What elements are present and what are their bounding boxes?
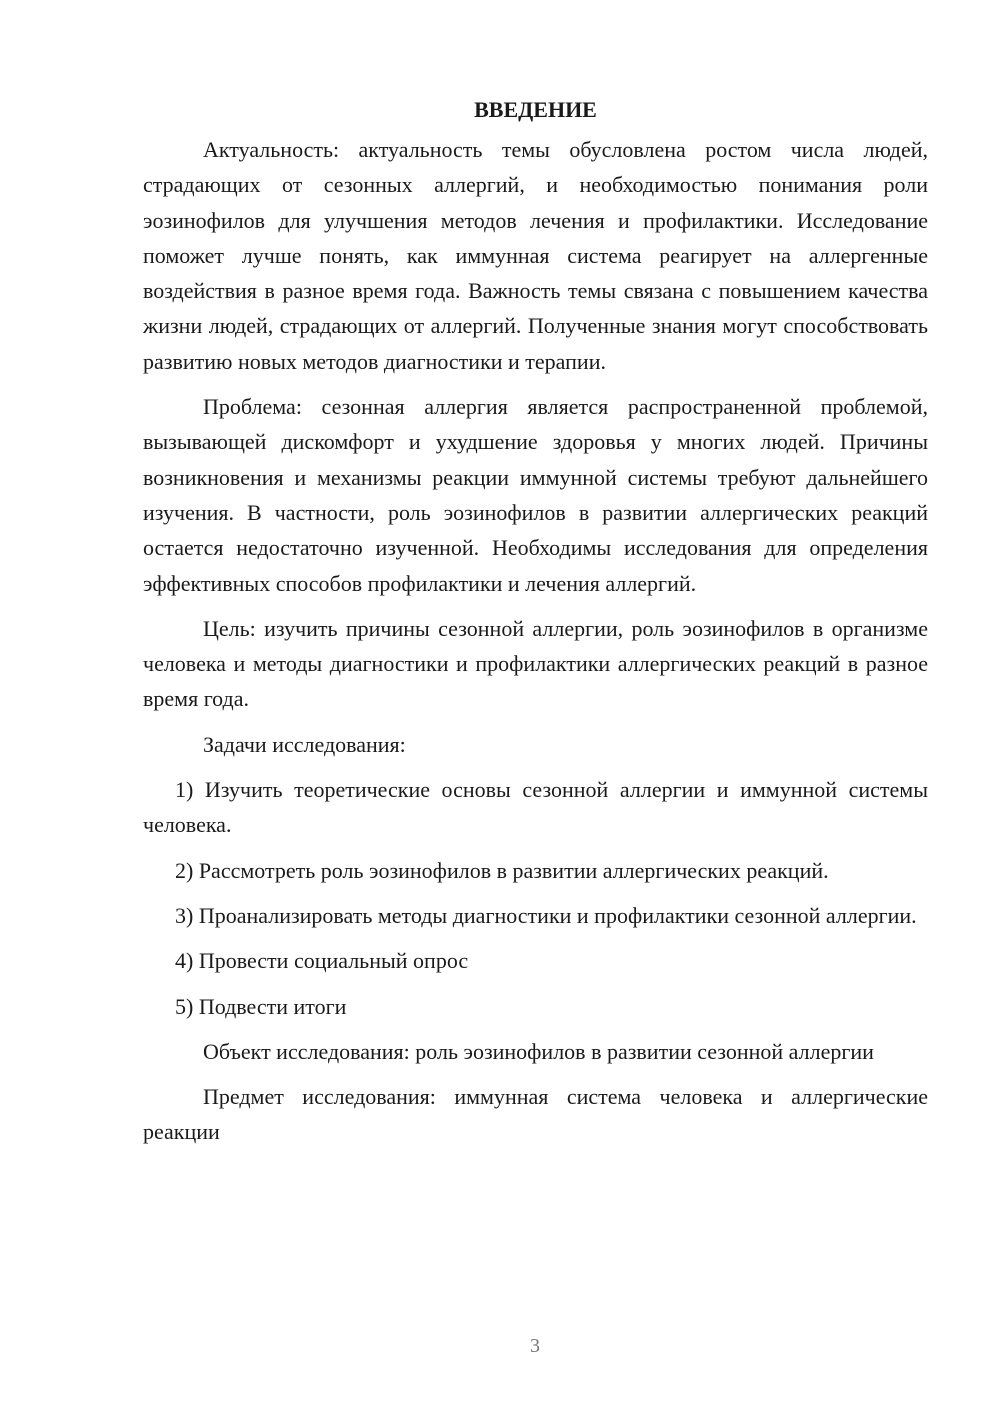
document-body bbox=[143, 92, 928, 1160]
task-item-4: 4) Провести социальный опрос bbox=[175, 948, 469, 974]
paragraph-subject: Предмет исследования: иммунная система человека и аллергические реакции bbox=[143, 1084, 928, 1145]
task-item-2: 2) Рассмотреть роль эозинофилов в развитии аллергических реакций. bbox=[175, 857, 829, 883]
tasks-heading: Задачи исследования: bbox=[203, 731, 406, 757]
paragraph-object: Объект исследования: роль эозинофилов в развитии сезонной аллергии bbox=[203, 1038, 874, 1064]
task-item-1: 1) Изучить теоретические основы сезонной аллергии и иммунной системы человека. bbox=[143, 777, 928, 838]
task-item-3: 3) Проанализировать методы диагностики и профилактики сезонной аллергии. bbox=[175, 902, 917, 928]
paragraph-goal: Цель: изучить причины сезонной аллергии, роль эозинофилов в организме человека и методы диагностики и профилактики аллергических реакций в разное время года. bbox=[143, 615, 928, 712]
paragraph-problem: Проблема: сезонная аллергия является распространенной проблемой, вызывающей дискомфорт и ухудшение здоровья у многих людей. Причины возникновения и механизмы реакции иммунной системы требуют дальнейшего изучения. В частности, роль эозинофилов в развитии аллергических реакций остается недостаточно изученной. Необходимы исследования для определения эффективных способов профилактики и лечения аллергий. bbox=[143, 394, 928, 596]
page-number: 3 bbox=[530, 1335, 540, 1357]
task-item-5: 5) Подвести итоги bbox=[175, 993, 347, 1019]
paragraph-relevance: Актуальность: актуальность темы обусловлена ростом числа людей, страдающих от сезонных аллергий, и необходимостью понимания роли эозинофилов для улучшения методов лечения и профилактики. Исследование поможет лучше понять, как иммунная система реагирует на аллергенные воздействия в разное время года. Важность темы связана с повышением качества жизни людей, страдающих от аллергий. Полученные знания могут способствовать развитию новых методов диагностики и терапии. bbox=[143, 137, 928, 374]
page-title: ВВЕДЕНИЕ bbox=[474, 97, 597, 122]
